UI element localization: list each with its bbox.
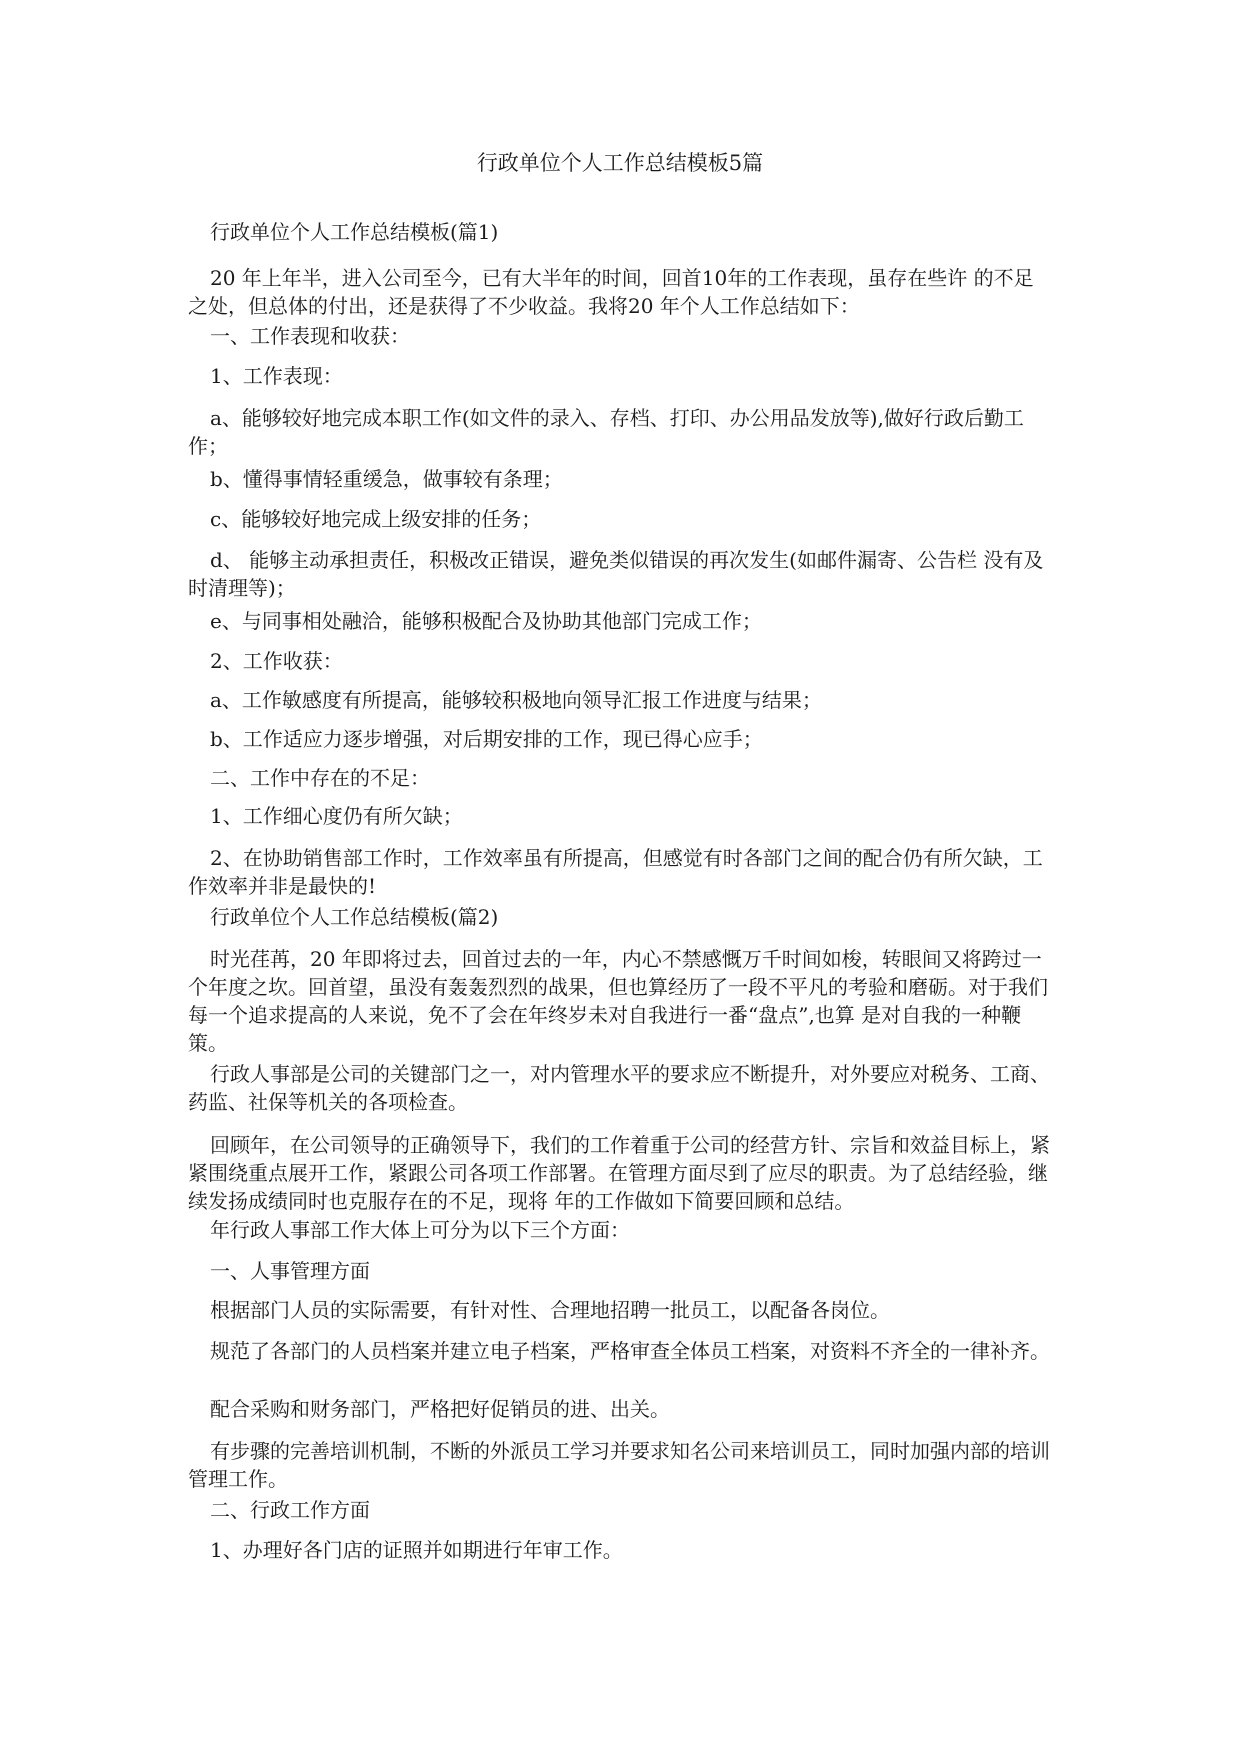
paragraph: a、能够较好地完成本职工作(如文件的录入、存档、打印、办公用品发放等),做好行政后勤工作； [188, 406, 1024, 458]
section-heading-1: 行政单位个人工作总结模板(篇1) [210, 220, 499, 244]
paragraph: 规范了各部门的人员档案并建立电子档案，严格审查全体员工档案，对资料不齐全的一律补齐。 [210, 1339, 1050, 1363]
paragraph: d、 能够主动承担责任，积极改正错误，避免类似错误的再次发生(如邮件漏寄、公告栏 没有及时清理等)； [188, 548, 1044, 600]
section-heading-2: 行政单位个人工作总结模板(篇2) [210, 905, 499, 929]
paragraph: 二、行政工作方面 [210, 1498, 370, 1522]
paragraph: 行政人事部是公司的关键部门之一，对内管理水平的要求应不断提升，对外要应对税务、工商、药监、社保等机关的各项检查。 [188, 1062, 1050, 1114]
paragraph: 1、工作细心度仍有所欠缺； [210, 804, 463, 828]
paragraph: c、能够较好地完成上级安排的任务； [210, 507, 542, 531]
paragraph: 2、工作收获： [210, 649, 343, 673]
paragraph: 年行政人事部工作大体上可分为以下三个方面： [210, 1218, 630, 1242]
paragraph: 配合采购和财务部门，严格把好促销员的进、出关。 [210, 1397, 670, 1421]
paragraph: 二、工作中存在的不足： [210, 766, 430, 790]
paragraph: 20 年上年半，进入公司至今，已有大半年的时间，回首10年的工作表现，虽存在些许 的不足之处，但总体的付出，还是获得了不少收益。我将20 年个人工作总结如下： [188, 266, 1034, 318]
paragraph: 一、工作表现和收获： [210, 324, 410, 348]
paragraph: 时光荏苒，20 年即将过去，回首过去的一年，内心不禁感慨万千时间如梭，转眼间又将跨过一个年度之坎。回首望，虽没有轰轰烈烈的战果，但也算经历了一段不平凡的考验和磨砺。对于我们每一个追求提高的人来说，免不了会在年终岁未对自我进行一番“盘点”,也算 是对自我的一种鞭策。 [188, 947, 1048, 1055]
document-title: 行政单位个人工作总结模板5篇 [476, 151, 764, 175]
paragraph: a、工作敏感度有所提高，能够较积极地向领导汇报工作进度与结果； [210, 688, 822, 712]
paragraph: e、与同事相处融洽，能够积极配合及协助其他部门完成工作； [210, 609, 762, 633]
paragraph: b、工作适应力逐步增强，对后期安排的工作，现已得心应手； [210, 727, 763, 751]
paragraph: 2、在协助销售部工作时，工作效率虽有所提高，但感觉有时各部门之间的配合仍有所欠缺，工作效率并非是最快的! [188, 846, 1043, 898]
paragraph: 一、人事管理方面 [210, 1259, 370, 1283]
paragraph: 根据部门人员的实际需要，有针对性、合理地招聘一批员工，以配备各岗位。 [210, 1298, 890, 1322]
paragraph: b、懂得事情轻重缓急，做事较有条理； [210, 467, 563, 491]
paragraph: 回顾年，在公司领导的正确领导下，我们的工作着重于公司的经营方针、宗旨和效益目标上，紧紧围绕重点展开工作，紧跟公司各项工作部署。在管理方面尽到了应尽的职责。为了总结经验，继续发扬成绩同时也克服存在的不足，现将 年的工作做如下简要回顾和总结。 [188, 1133, 1050, 1213]
paragraph: 有步骤的完善培训机制，不断的外派员工学习并要求知名公司来培训员工，同时加强内部的培训管理工作。 [188, 1439, 1050, 1491]
paragraph: 1、办理好各门店的证照并如期进行年审工作。 [210, 1538, 623, 1562]
paragraph: 1、工作表现： [210, 364, 343, 388]
